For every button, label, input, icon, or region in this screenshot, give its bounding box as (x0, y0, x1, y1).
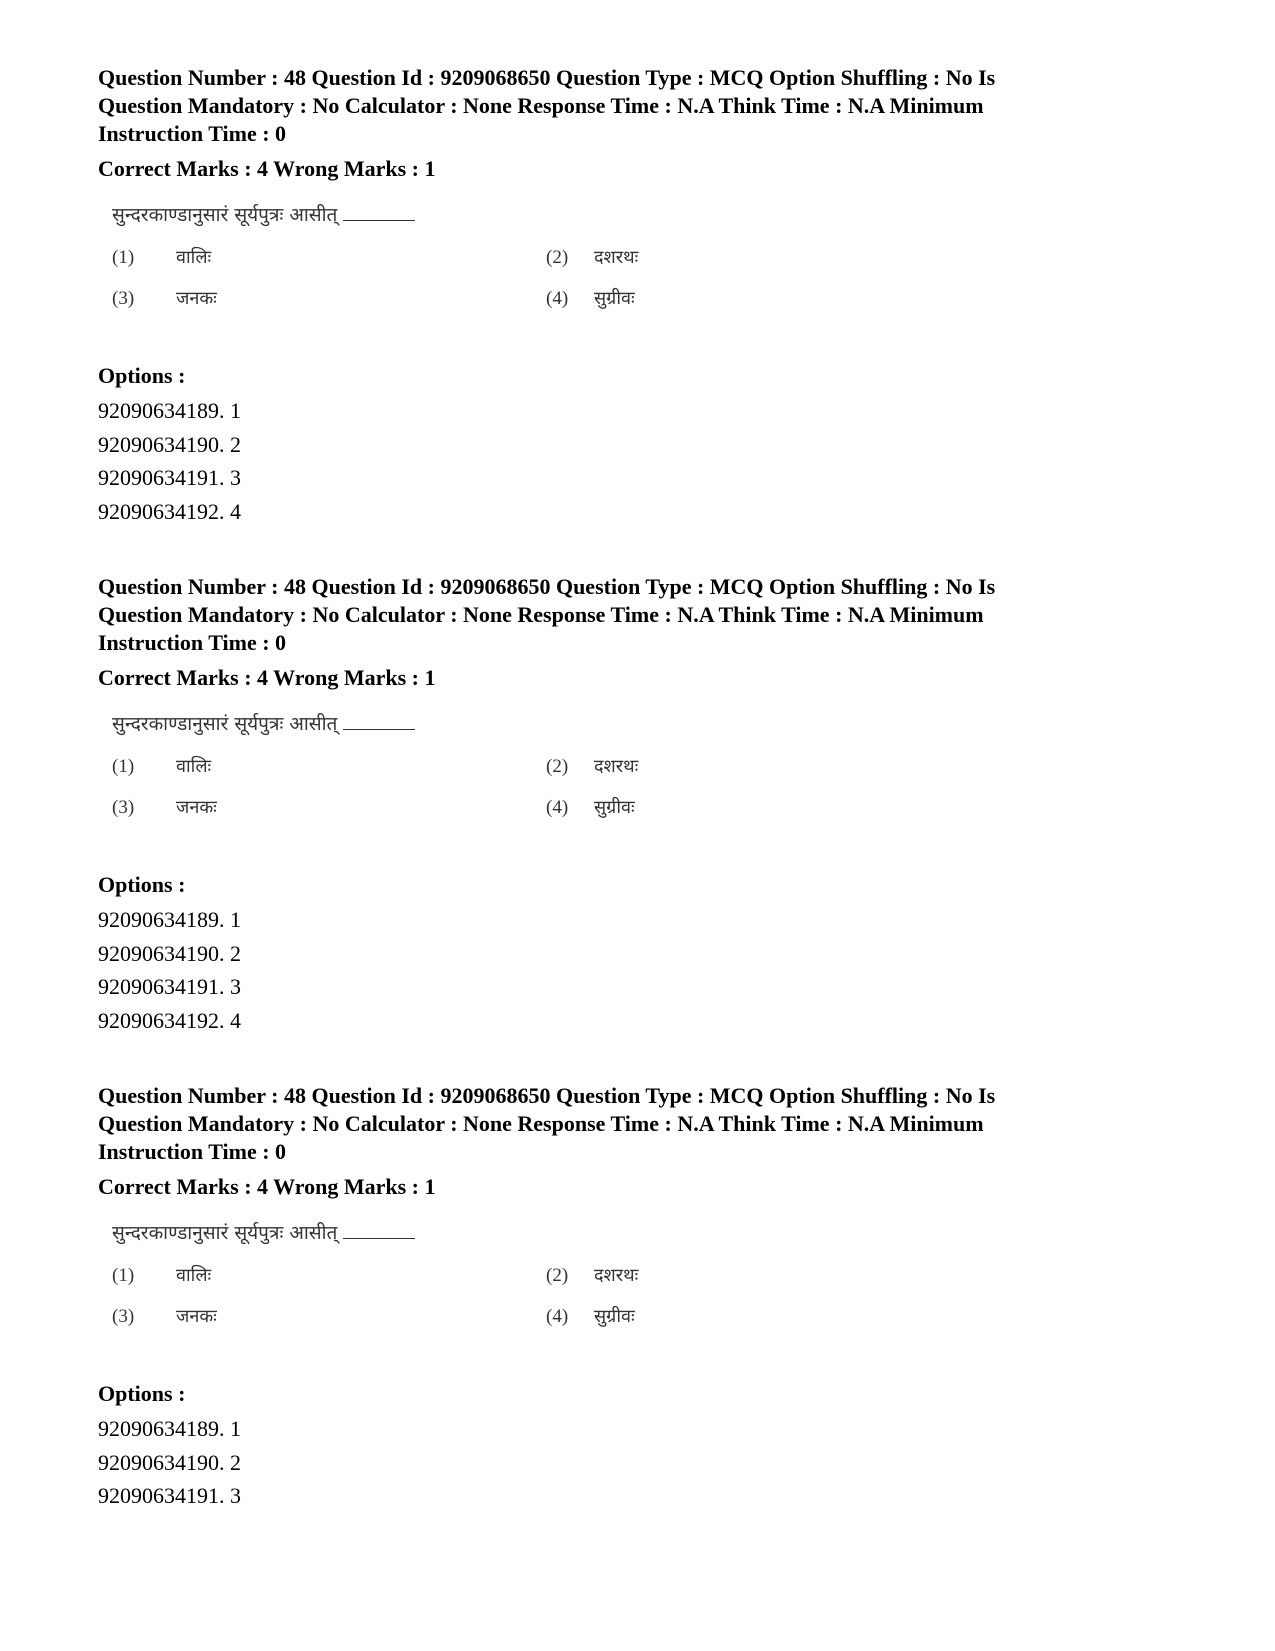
answer-blank (343, 220, 415, 221)
option-item: 92090634191. 3 (98, 1483, 241, 1508)
choice-number: (1) (112, 1265, 135, 1286)
question-stem (112, 1219, 415, 1247)
choice-text: वालिः (176, 1265, 212, 1286)
option-item: 92090634190. 2 (98, 940, 241, 966)
question-meta-line: Question Mandatory : No Calculator : None Response Time : N.A Think Time : N.A Minimum (98, 1111, 984, 1136)
choice-2 (546, 245, 638, 271)
question-meta-line: Question Mandatory : No Calculator : None Response Time : N.A Think Time : N.A Minimum (98, 93, 984, 118)
question-meta-line: Question Number : 48 Question Id : 9209068650 Question Type : MCQ Option Shuffling : No Is (98, 1083, 996, 1108)
choice-number: (3) (112, 1306, 135, 1327)
question-stem-text: सुन्दरकाण्डानुसारं सूर्यपुत्रः आसीत् (112, 204, 338, 226)
question-meta-line: Instruction Time : 0 (98, 630, 287, 655)
answer-blank (343, 1238, 415, 1239)
options-heading: Options : (98, 1381, 186, 1406)
question-meta (98, 1082, 1178, 1166)
choice-text: दशरथः (594, 1265, 639, 1286)
option-item: 92090634189. 1 (98, 1416, 241, 1441)
choice-number: (2) (546, 756, 569, 777)
question-block (98, 1082, 1178, 1513)
choice-text: जनकः (176, 1306, 217, 1327)
choice-text: दशरथः (594, 756, 639, 777)
choice-3 (112, 286, 217, 312)
question-stem-text: सुन्दरकाण्डानुसारं सूर्यपुत्रः आसीत् (112, 713, 338, 735)
choice-number: (2) (546, 247, 569, 268)
option-item: 92090634189. 1 (98, 907, 241, 932)
choice-text: वालिः (176, 247, 212, 268)
question-stem-text: सुन्दरकाण्डानुसारं सूर्यपुत्रः आसीत् (112, 1222, 338, 1244)
choice-4 (546, 1304, 635, 1330)
question-meta-line: Question Number : 48 Question Id : 9209068650 Question Type : MCQ Option Shuffling : No Is (98, 574, 996, 599)
choice-number: (4) (546, 1306, 569, 1327)
option-item: 92090634190. 2 (98, 1449, 241, 1475)
choice-number: (4) (546, 797, 569, 818)
question-meta-line: Question Number : 48 Question Id : 9209068650 Question Type : MCQ Option Shuffling : No Is (98, 65, 996, 90)
marks-line: Correct Marks : 4 Wrong Marks : 1 (98, 1174, 436, 1199)
option-item: 92090634191. 3 (98, 974, 241, 999)
choice-4 (546, 286, 635, 312)
choice-text: सुग्रीवः (594, 1306, 635, 1327)
choice-1 (112, 1263, 211, 1289)
options-list (98, 394, 1178, 528)
option-item: 92090634189. 1 (98, 398, 241, 423)
choice-number: (2) (546, 1265, 569, 1286)
choice-2 (546, 754, 638, 780)
choice-text: जनकः (176, 288, 217, 309)
question-image (98, 201, 1178, 341)
choice-1 (112, 754, 211, 780)
choice-text: सुग्रीवः (594, 797, 635, 818)
question-meta (98, 573, 1178, 657)
question-meta-line: Instruction Time : 0 (98, 121, 287, 146)
choice-text: सुग्रीवः (594, 288, 635, 309)
choice-3 (112, 795, 217, 821)
marks-line: Correct Marks : 4 Wrong Marks : 1 (98, 665, 436, 690)
answer-blank (343, 729, 415, 730)
option-item: 92090634192. 4 (98, 498, 241, 524)
option-item: 92090634191. 3 (98, 465, 241, 490)
options-heading: Options : (98, 363, 186, 388)
choice-number: (1) (112, 247, 135, 268)
choice-number: (3) (112, 288, 135, 309)
marks-line: Correct Marks : 4 Wrong Marks : 1 (98, 156, 436, 181)
choice-2 (546, 1263, 638, 1289)
choice-number: (3) (112, 797, 135, 818)
question-image (98, 1219, 1178, 1359)
options-heading: Options : (98, 872, 186, 897)
choice-1 (112, 245, 211, 271)
choice-text: दशरथः (594, 247, 639, 268)
question-block (98, 573, 1178, 1037)
choice-number: (4) (546, 288, 569, 309)
question-meta (98, 64, 1178, 148)
options-list (98, 903, 1178, 1037)
choice-4 (546, 795, 635, 821)
options-list (98, 1412, 1178, 1513)
choice-text: वालिः (176, 756, 212, 777)
option-item: 92090634190. 2 (98, 431, 241, 457)
question-meta-line: Instruction Time : 0 (98, 1139, 287, 1164)
question-meta-line: Question Mandatory : No Calculator : None Response Time : N.A Think Time : N.A Minimum (98, 602, 984, 627)
question-stem (112, 201, 415, 229)
option-item: 92090634192. 4 (98, 1007, 241, 1033)
question-image (98, 710, 1178, 850)
question-block (98, 64, 1178, 528)
choice-text: जनकः (176, 797, 217, 818)
question-stem (112, 710, 415, 738)
choice-number: (1) (112, 756, 135, 777)
choice-3 (112, 1304, 217, 1330)
